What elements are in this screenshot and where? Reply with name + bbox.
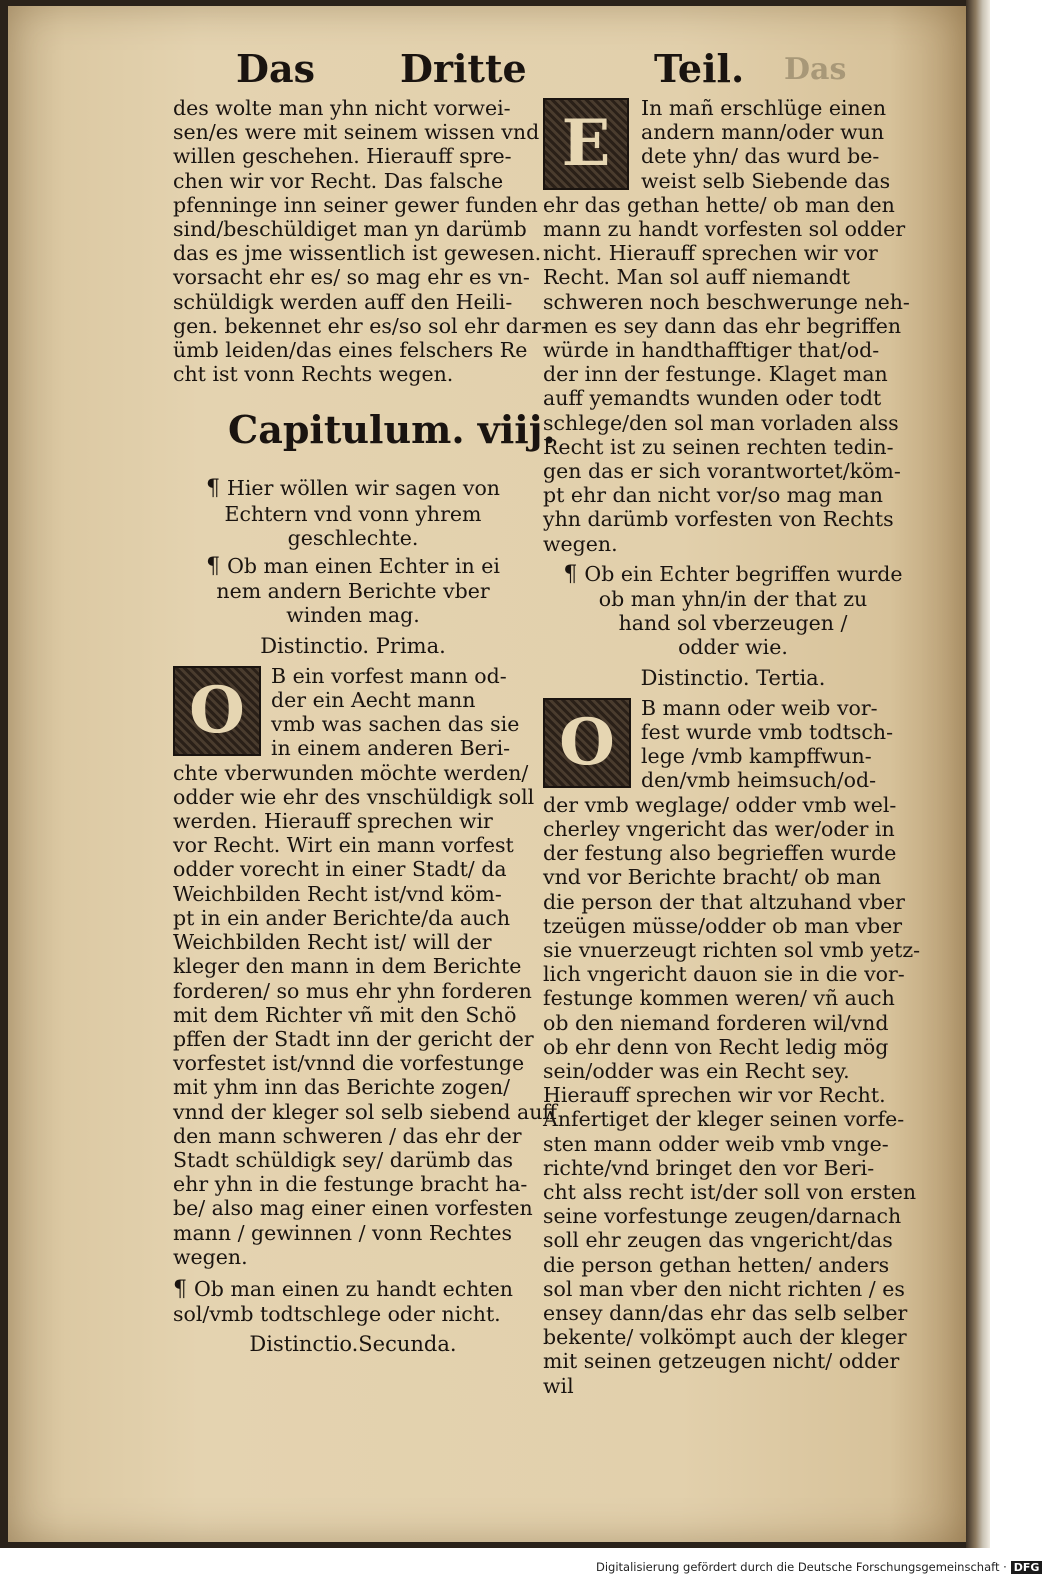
- text-line: tzeügen müsse/odder ob man vber: [543, 913, 903, 938]
- right-text-block: [543, 193, 923, 556]
- text-line: dete yhn/ das wurd be-: [641, 144, 880, 169]
- text-line: nicht. Hierauff sprechen wir vor: [543, 241, 878, 266]
- text-line: Anfertiget der kleger seinen vorfe-: [543, 1107, 905, 1132]
- text-line: [173, 1277, 533, 1302]
- credit-text: Digitalisierung gefördert durch die Deutsche Forschungsgemeinschaft ·: [596, 1560, 1007, 1574]
- text-line: würde in handthafftiger that/od-: [543, 338, 880, 363]
- text-line: ensey dann/das ehr das selb selber: [543, 1300, 908, 1325]
- text-line: pffen der Stadt inn der gericht der: [173, 1026, 534, 1051]
- text-line: bekente/ volkömpt auch der kleger: [543, 1325, 907, 1350]
- text-line: gen das er sich vorantwortet/köm-: [543, 459, 901, 484]
- text-line: chen wir vor Recht. Das falsche: [173, 168, 504, 193]
- text-line: chte vberwunden möchte werden/: [173, 760, 529, 785]
- text-line: werden. Hierauff sprechen wir: [173, 809, 493, 834]
- text-line: mit yhm inn das Berichte zogen/: [173, 1075, 510, 1100]
- text-line: forderen/ so mus ehr yhn forderen: [173, 978, 532, 1003]
- text-line: richte/vnd bringet den vor Beri-: [543, 1155, 875, 1180]
- text-line: sie vnuerzeugt richten sol vmb yetz-: [543, 937, 921, 962]
- text-line: sein/odder was ein Recht sey.: [543, 1058, 850, 1083]
- section-heading-4: [543, 562, 923, 660]
- book-page: [8, 6, 966, 1542]
- text-line: cherley vngericht das wer/oder in: [543, 816, 895, 841]
- text-line: pt ehr dan nicht vor/so mag man: [543, 483, 883, 508]
- text-line: odder vorecht in einer Stadt/ da: [173, 857, 507, 882]
- text-line: der inn der festunge. Klaget man: [543, 362, 888, 387]
- text-line: sten mann odder weib vmb vnge-: [543, 1131, 889, 1156]
- distinctio-heading: Distinctio. Tertia.: [640, 665, 826, 690]
- text-line: vorfestet ist/vnnd die vorfestunge: [173, 1051, 525, 1076]
- text-line: Echtern vnd vonn yhrem: [224, 501, 482, 526]
- text-line: kleger den mann in dem Berichte: [173, 954, 522, 979]
- left-body-text: [173, 760, 557, 1269]
- text-line: ob ehr denn von Recht ledig mög: [543, 1034, 889, 1059]
- header-word-3: Teil.: [654, 46, 745, 91]
- text-line: soll ehr zeugen das vngericht/das: [543, 1228, 893, 1253]
- text-line: In mañ erschlüge einen: [641, 96, 887, 120]
- text-line: be/ also mag einer einen vorfesten: [173, 1196, 533, 1221]
- text-line: Weichbilden Recht ist/ will der: [173, 930, 492, 955]
- text-line: Recht ist zu seinen rechten tedin-: [543, 434, 894, 459]
- text-line: Recht. Man sol auff niemandt: [543, 265, 851, 290]
- text-line: men es sey dann das ehr begriffen: [543, 313, 902, 338]
- pilcrow-icon: ¶: [206, 476, 227, 502]
- text-line: die person gethan hetten/ anders: [543, 1252, 890, 1277]
- right-body-text: [543, 793, 923, 1398]
- text-line: lich vngericht dauon sie in die vor-: [543, 962, 905, 987]
- text-line: mann / gewinnen / vonn Rechtes: [173, 1220, 513, 1245]
- text-line: yhn darümb vorfesten von Rechts: [543, 507, 894, 532]
- text-line-content: Ob man einen Echter in ei: [227, 554, 500, 579]
- text-line: das es jme wissentlich ist gewesen.: [173, 241, 542, 266]
- pilcrow-icon: ¶: [563, 561, 585, 587]
- text-line: Weichbilden Recht ist/vnd köm-: [173, 881, 502, 906]
- text-line: fest wurde vmb todtsch-: [641, 720, 894, 745]
- pilcrow-icon: ¶: [206, 554, 228, 580]
- text-line: ob den niemand forderen wil/vnd: [543, 1010, 889, 1035]
- text-line: der vmb weglage/ odder vmb wel-: [543, 792, 897, 817]
- section-heading-1: [173, 476, 533, 550]
- text-line: vnnd der kleger sol selb siebend auff: [173, 1099, 557, 1124]
- dfg-logo: DFG: [1011, 1561, 1042, 1574]
- book-edge: [966, 0, 990, 1548]
- initial-paragraph: [543, 696, 923, 793]
- text-line: wegen.: [543, 531, 618, 556]
- text-line-content: Ob ein Echter begriffen wurde: [584, 561, 903, 586]
- decorated-initial: O: [543, 698, 631, 788]
- text-line: schweren noch beschwerunge neh-: [543, 289, 910, 314]
- header-word-1: Das: [236, 46, 315, 91]
- text-line: B ein vorfest mann od-: [271, 663, 507, 688]
- text-line: vor Recht. Wirt ein mann vorfest: [173, 833, 514, 858]
- digitization-credit: [596, 1560, 1040, 1580]
- text-line: gen. bekennet ehr es/so sol ehr dar-: [173, 313, 548, 338]
- text-line: nem andern Berichte vber: [216, 579, 490, 604]
- text-line: des wolte man yhn nicht vorwei-: [173, 96, 511, 120]
- text-line: ehr das gethan hette/ ob man den: [543, 192, 895, 217]
- text-line: sol man vber den nicht richten / es: [543, 1276, 905, 1301]
- text-line: mit dem Richter vñ mit den Schö: [173, 1002, 517, 1027]
- text-line: festunge kommen weren/ vñ auch: [543, 986, 895, 1011]
- initial-paragraph: [543, 96, 923, 193]
- text-line: sol/vmb todtschlege oder nicht.: [173, 1302, 501, 1327]
- text-line: seine vorfestunge zeugen/darnach: [543, 1204, 902, 1229]
- text-line: den mann schweren / das ehr der: [173, 1123, 522, 1148]
- text-line: Hierauff sprechen wir vor Recht.: [543, 1083, 886, 1108]
- text-line: hand sol vberzeugen /: [618, 611, 848, 636]
- text-line: lege /vmb kampffwun-: [641, 744, 872, 769]
- distinctio-heading: Distinctio. Prima.: [260, 633, 446, 658]
- chapter-title: Capitulum. viij.: [228, 407, 556, 453]
- running-header: [8, 36, 966, 96]
- text-line: cht alss recht ist/der soll von ersten: [543, 1179, 917, 1204]
- text-line: [173, 554, 533, 579]
- text-line: sind/beschüldiget man yn darümb: [173, 217, 527, 242]
- left-text-block: [173, 96, 548, 387]
- left-column: [173, 96, 557, 1363]
- header-word-2: Dritte: [400, 46, 527, 91]
- text-line: der festung also begrieffen wurde: [543, 841, 897, 866]
- text-line: geschlechte.: [287, 525, 419, 550]
- text-line-content: Hier wöllen wir sagen von: [227, 476, 500, 501]
- text-line: odder wie.: [678, 635, 788, 660]
- text-line: auff yemandts wunden oder todt: [543, 386, 882, 411]
- text-line: schlege/den sol man vorladen alss: [543, 410, 899, 435]
- text-line: vmb was sachen das sie: [271, 712, 520, 737]
- decorated-initial: O: [173, 666, 261, 756]
- text-line: sen/es were mit seinem wissen vnd: [173, 120, 540, 145]
- text-line: willen geschehen. Hierauff spre-: [173, 144, 512, 169]
- text-line: pt in ein ander Berichte/da auch: [173, 905, 511, 930]
- text-line: pfenninge inn seiner gewer funden: [173, 192, 538, 217]
- text-line: wegen.: [173, 1244, 248, 1269]
- initial-paragraph: [173, 664, 533, 761]
- text-line: B mann oder weib vor-: [641, 695, 878, 720]
- text-line: in einem anderen Beri-: [271, 736, 511, 761]
- text-line: winden mag.: [286, 603, 420, 628]
- text-line: wil: [543, 1373, 574, 1398]
- text-line: [543, 562, 923, 587]
- text-line: der ein Aecht mann: [271, 688, 476, 713]
- section-heading-3: [173, 1277, 533, 1326]
- text-line: schüldigk werden auff den Heili-: [173, 289, 513, 314]
- text-line: ümb leiden/das eines felschers Re: [173, 338, 528, 363]
- pilcrow-icon: ¶: [173, 1276, 194, 1302]
- distinctio-heading: Distinctio.Secunda.: [249, 1332, 457, 1357]
- text-line: vnd vor Berichte bracht/ ob man: [543, 865, 882, 890]
- text-line: mann zu handt vorfesten sol odder: [543, 217, 906, 242]
- text-line: die person der that altzuhand vber: [543, 889, 905, 914]
- text-line: Stadt schüldigk sey/ darümb das: [173, 1147, 514, 1172]
- section-heading-2: [173, 554, 533, 628]
- text-line: cht ist vonn Rechts wegen.: [173, 362, 454, 387]
- text-line: ehr yhn in die festunge bracht ha-: [173, 1172, 528, 1197]
- text-line: ob man yhn/in der that zu: [598, 587, 868, 612]
- text-line: odder wie ehr des vnschüldigk soll: [173, 784, 535, 809]
- text-line: weist selb Siebende das: [641, 168, 891, 193]
- text-line: mit seinen getzeugen nicht/ odder: [543, 1349, 900, 1374]
- text-line: [173, 476, 533, 501]
- header-bleed-through: Das: [784, 52, 847, 87]
- right-column: [543, 96, 923, 1398]
- text-line: vorsacht ehr es/ so mag ehr es vn-: [173, 265, 530, 290]
- text-line: den/vmb heimsuch/od-: [641, 768, 877, 793]
- text-line-content: Ob man einen zu handt echten: [194, 1276, 513, 1301]
- decorated-initial: E: [543, 98, 629, 190]
- text-line: andern mann/oder wun: [641, 120, 885, 145]
